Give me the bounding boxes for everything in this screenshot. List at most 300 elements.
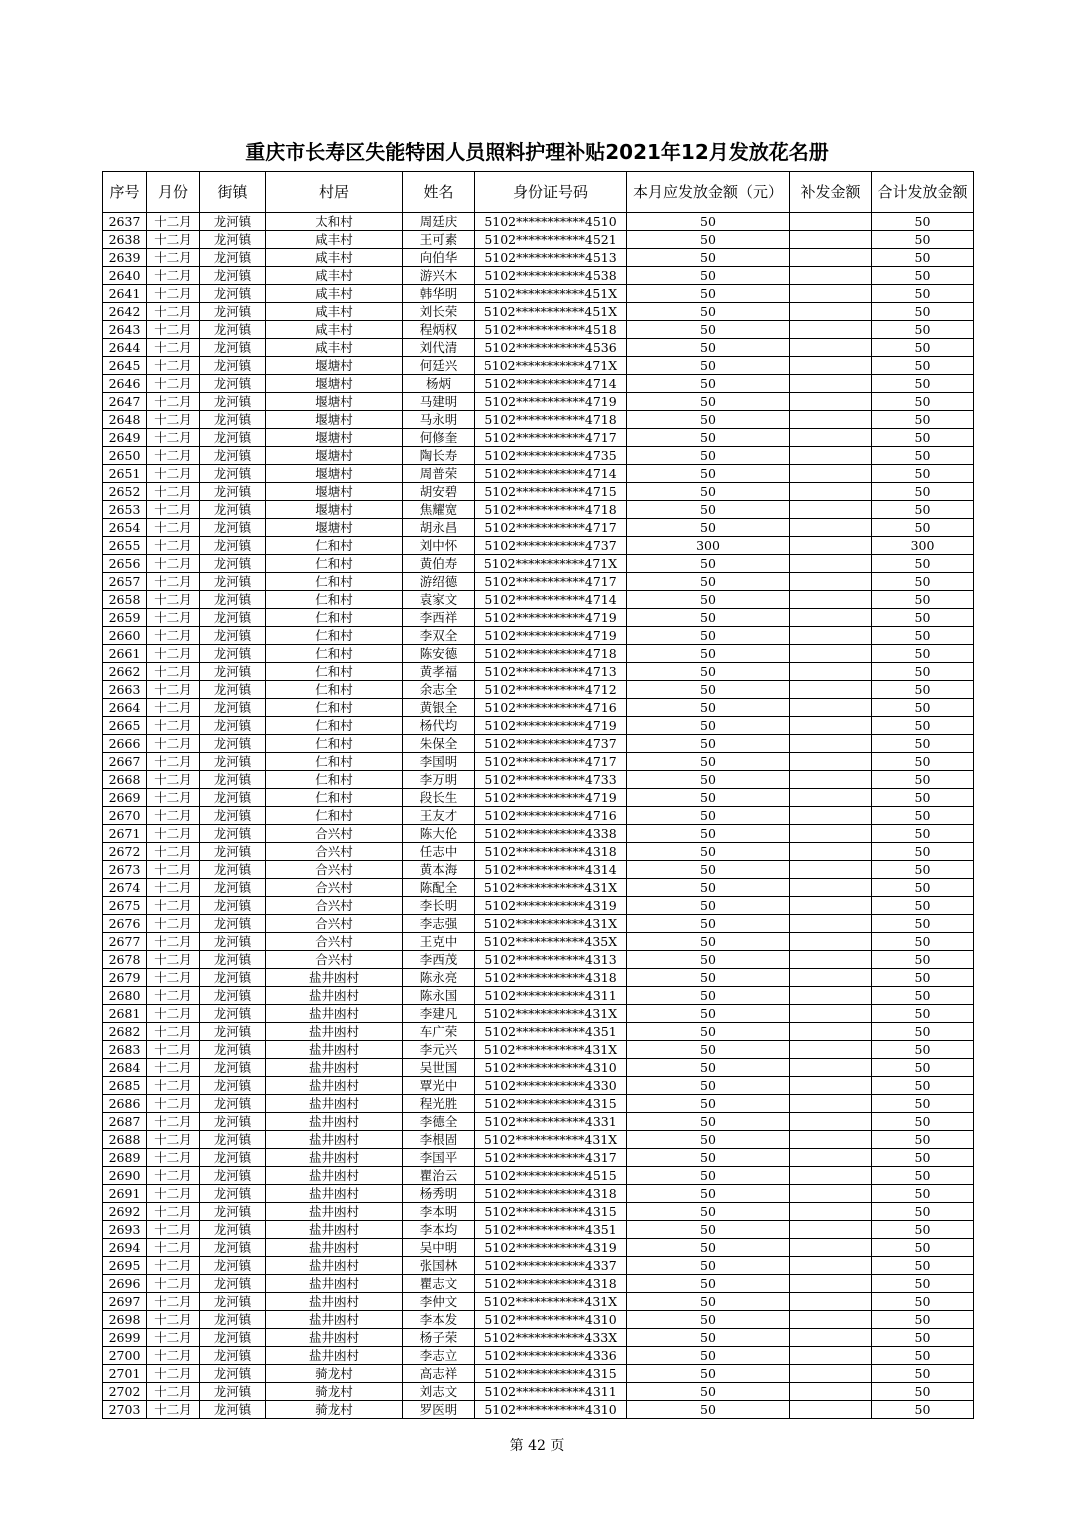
cell-amount: 50: [627, 663, 790, 681]
header-month: 月份: [147, 172, 200, 213]
cell-total: 50: [872, 879, 974, 897]
cell-street: 龙河镇: [200, 663, 266, 681]
cell-supplement: [790, 1131, 872, 1149]
cell-month: 十二月: [147, 1059, 200, 1077]
table-row: [103, 825, 974, 843]
cell-amount: 50: [627, 627, 790, 645]
cell-total: 50: [872, 861, 974, 879]
cell-id: 5102***********4718: [475, 645, 627, 663]
cell-month: 十二月: [147, 825, 200, 843]
cell-seq: 2663: [103, 681, 147, 699]
cell-seq: 2668: [103, 771, 147, 789]
cell-month: 十二月: [147, 1113, 200, 1131]
cell-name: 胡永昌: [403, 519, 475, 537]
cell-seq: 2687: [103, 1113, 147, 1131]
cell-name: 李建凡: [403, 1005, 475, 1023]
cell-amount: 50: [627, 843, 790, 861]
cell-month: 十二月: [147, 1149, 200, 1167]
cell-street: 龙河镇: [200, 771, 266, 789]
cell-month: 十二月: [147, 501, 200, 519]
cell-seq: 2699: [103, 1329, 147, 1347]
table-row: [103, 969, 974, 987]
cell-amount: 50: [627, 645, 790, 663]
cell-seq: 2698: [103, 1311, 147, 1329]
cell-id: 5102***********4718: [475, 501, 627, 519]
cell-supplement: [790, 1329, 872, 1347]
cell-street: 龙河镇: [200, 357, 266, 375]
cell-total: 50: [872, 645, 974, 663]
cell-supplement: [790, 321, 872, 339]
table-row: [103, 1239, 974, 1257]
cell-name: 王可素: [403, 231, 475, 249]
cell-name: 刘志文: [403, 1383, 475, 1401]
cell-total: 50: [872, 1113, 974, 1131]
cell-street: 龙河镇: [200, 915, 266, 933]
cell-street: 龙河镇: [200, 1221, 266, 1239]
cell-street: 龙河镇: [200, 465, 266, 483]
cell-village: 盐井凼村: [266, 1275, 403, 1293]
cell-total: 50: [872, 915, 974, 933]
cell-supplement: [790, 465, 872, 483]
cell-id: 5102***********4717: [475, 573, 627, 591]
cell-supplement: [790, 231, 872, 249]
cell-name: 李本发: [403, 1311, 475, 1329]
cell-month: 十二月: [147, 465, 200, 483]
cell-id: 5102***********4538: [475, 267, 627, 285]
cell-total: 50: [872, 213, 974, 231]
cell-month: 十二月: [147, 1311, 200, 1329]
cell-supplement: [790, 213, 872, 231]
cell-village: 盐井凼村: [266, 1077, 403, 1095]
cell-id: 5102***********4336: [475, 1347, 627, 1365]
cell-village: 仁和村: [266, 627, 403, 645]
cell-supplement: [790, 609, 872, 627]
cell-seq: 2639: [103, 249, 147, 267]
cell-id: 5102***********4737: [475, 735, 627, 753]
cell-street: 龙河镇: [200, 537, 266, 555]
header-row: [103, 172, 974, 213]
cell-total: 50: [872, 825, 974, 843]
table-row: [103, 1203, 974, 1221]
cell-total: 50: [872, 411, 974, 429]
cell-name: 李志强: [403, 915, 475, 933]
cell-month: 十二月: [147, 735, 200, 753]
cell-amount: 50: [627, 771, 790, 789]
cell-total: 50: [872, 483, 974, 501]
cell-amount: 50: [627, 1041, 790, 1059]
table-row: [103, 879, 974, 897]
cell-name: 李德全: [403, 1113, 475, 1131]
cell-total: 50: [872, 1239, 974, 1257]
cell-amount: 50: [627, 1401, 790, 1419]
cell-supplement: [790, 1149, 872, 1167]
cell-total: 50: [872, 267, 974, 285]
cell-month: 十二月: [147, 1383, 200, 1401]
table-row: [103, 1257, 974, 1275]
cell-id: 5102***********4351: [475, 1023, 627, 1041]
cell-name: 李根固: [403, 1131, 475, 1149]
cell-village: 骑龙村: [266, 1365, 403, 1383]
cell-village: 盐井凼村: [266, 987, 403, 1005]
cell-supplement: [790, 1311, 872, 1329]
cell-total: 50: [872, 951, 974, 969]
table-row: [103, 1221, 974, 1239]
cell-supplement: [790, 303, 872, 321]
table-row: [103, 1131, 974, 1149]
cell-amount: 50: [627, 1365, 790, 1383]
cell-seq: 2650: [103, 447, 147, 465]
cell-name: 王友才: [403, 807, 475, 825]
cell-month: 十二月: [147, 213, 200, 231]
cell-name: 刘长荣: [403, 303, 475, 321]
cell-village: 盐井凼村: [266, 969, 403, 987]
cell-total: 50: [872, 321, 974, 339]
cell-name: 游兴木: [403, 267, 475, 285]
cell-street: 龙河镇: [200, 1023, 266, 1041]
cell-id: 5102***********4319: [475, 897, 627, 915]
cell-village: 仁和村: [266, 555, 403, 573]
cell-supplement: [790, 645, 872, 663]
cell-name: 覃光中: [403, 1077, 475, 1095]
cell-total: 50: [872, 591, 974, 609]
cell-id: 5102***********4315: [475, 1365, 627, 1383]
cell-village: 盐井凼村: [266, 1149, 403, 1167]
cell-village: 骑龙村: [266, 1383, 403, 1401]
table-row: [103, 447, 974, 465]
cell-seq: 2682: [103, 1023, 147, 1041]
page-number: 第 42 页: [509, 1438, 565, 1454]
cell-amount: 50: [627, 861, 790, 879]
cell-name: 黄银全: [403, 699, 475, 717]
cell-total: 50: [872, 609, 974, 627]
cell-seq: 2637: [103, 213, 147, 231]
cell-total: 50: [872, 807, 974, 825]
cell-seq: 2652: [103, 483, 147, 501]
cell-supplement: [790, 663, 872, 681]
cell-amount: 50: [627, 825, 790, 843]
cell-village: 盐井凼村: [266, 1293, 403, 1311]
cell-total: 50: [872, 897, 974, 915]
table-row: [103, 429, 974, 447]
table-row: [103, 609, 974, 627]
cell-total: 50: [872, 1293, 974, 1311]
cell-street: 龙河镇: [200, 627, 266, 645]
table-row: [103, 1167, 974, 1185]
cell-street: 龙河镇: [200, 483, 266, 501]
cell-month: 十二月: [147, 609, 200, 627]
cell-amount: 50: [627, 465, 790, 483]
cell-village: 盐井凼村: [266, 1041, 403, 1059]
cell-street: 龙河镇: [200, 1383, 266, 1401]
cell-seq: 2680: [103, 987, 147, 1005]
cell-supplement: [790, 447, 872, 465]
cell-amount: 50: [627, 591, 790, 609]
cell-total: 50: [872, 1365, 974, 1383]
table-row: [103, 753, 974, 771]
cell-amount: 50: [627, 519, 790, 537]
cell-name: 焦耀宽: [403, 501, 475, 519]
cell-total: 50: [872, 771, 974, 789]
table-row: [103, 519, 974, 537]
cell-street: 龙河镇: [200, 321, 266, 339]
cell-village: 盐井凼村: [266, 1167, 403, 1185]
cell-street: 龙河镇: [200, 735, 266, 753]
cell-street: 龙河镇: [200, 789, 266, 807]
cell-amount: 50: [627, 1275, 790, 1293]
cell-supplement: [790, 1023, 872, 1041]
cell-supplement: [790, 843, 872, 861]
cell-village: 仁和村: [266, 753, 403, 771]
cell-month: 十二月: [147, 1185, 200, 1203]
cell-amount: 50: [627, 231, 790, 249]
cell-supplement: [790, 1185, 872, 1203]
cell-total: 50: [872, 447, 974, 465]
cell-supplement: [790, 825, 872, 843]
cell-amount: 50: [627, 447, 790, 465]
cell-month: 十二月: [147, 519, 200, 537]
cell-total: 50: [872, 753, 974, 771]
cell-street: 龙河镇: [200, 843, 266, 861]
table-row: [103, 537, 974, 555]
cell-month: 十二月: [147, 1005, 200, 1023]
cell-id: 5102***********4331: [475, 1113, 627, 1131]
cell-seq: 2648: [103, 411, 147, 429]
cell-seq: 2681: [103, 1005, 147, 1023]
cell-supplement: [790, 1005, 872, 1023]
table-row: [103, 915, 974, 933]
cell-amount: 50: [627, 933, 790, 951]
table-row: [103, 807, 974, 825]
cell-amount: 50: [627, 339, 790, 357]
table-row: [103, 213, 974, 231]
cell-total: 50: [872, 231, 974, 249]
cell-street: 龙河镇: [200, 1239, 266, 1257]
cell-street: 龙河镇: [200, 1311, 266, 1329]
table-row: [103, 501, 974, 519]
table-row: [103, 591, 974, 609]
cell-street: 龙河镇: [200, 1257, 266, 1275]
cell-id: 5102***********4310: [475, 1059, 627, 1077]
cell-name: 段长生: [403, 789, 475, 807]
cell-month: 十二月: [147, 843, 200, 861]
table-row: [103, 1401, 974, 1419]
table-row: [103, 1041, 974, 1059]
cell-village: 堰塘村: [266, 429, 403, 447]
cell-month: 十二月: [147, 483, 200, 501]
cell-amount: 50: [627, 1347, 790, 1365]
cell-total: 50: [872, 1203, 974, 1221]
cell-name: 任志中: [403, 843, 475, 861]
cell-supplement: [790, 267, 872, 285]
cell-seq: 2640: [103, 267, 147, 285]
cell-month: 十二月: [147, 969, 200, 987]
cell-village: 仁和村: [266, 717, 403, 735]
cell-seq: 2643: [103, 321, 147, 339]
cell-seq: 2702: [103, 1383, 147, 1401]
cell-id: 5102***********431X: [475, 1131, 627, 1149]
cell-id: 5102***********4314: [475, 861, 627, 879]
cell-id: 5102***********4714: [475, 465, 627, 483]
cell-village: 仁和村: [266, 591, 403, 609]
cell-seq: 2662: [103, 663, 147, 681]
cell-village: 堰塘村: [266, 501, 403, 519]
cell-total: 50: [872, 339, 974, 357]
table-row: [103, 861, 974, 879]
cell-amount: 50: [627, 951, 790, 969]
cell-month: 十二月: [147, 339, 200, 357]
cell-supplement: [790, 717, 872, 735]
cell-village: 盐井凼村: [266, 1257, 403, 1275]
cell-amount: 50: [627, 573, 790, 591]
table-row: [103, 1059, 974, 1077]
cell-month: 十二月: [147, 1095, 200, 1113]
table-row: [103, 411, 974, 429]
cell-village: 合兴村: [266, 933, 403, 951]
cell-total: 50: [872, 429, 974, 447]
cell-name: 高志祥: [403, 1365, 475, 1383]
cell-total: 50: [872, 573, 974, 591]
cell-id: 5102***********4717: [475, 753, 627, 771]
cell-village: 合兴村: [266, 861, 403, 879]
cell-supplement: [790, 555, 872, 573]
cell-name: 向伯华: [403, 249, 475, 267]
cell-month: 十二月: [147, 771, 200, 789]
cell-amount: 50: [627, 897, 790, 915]
cell-village: 盐井凼村: [266, 1095, 403, 1113]
table-row: [103, 1293, 974, 1311]
cell-amount: 50: [627, 555, 790, 573]
cell-village: 堰塘村: [266, 393, 403, 411]
cell-supplement: [790, 501, 872, 519]
cell-amount: 50: [627, 375, 790, 393]
cell-month: 十二月: [147, 663, 200, 681]
cell-total: 50: [872, 1275, 974, 1293]
cell-month: 十二月: [147, 717, 200, 735]
cell-street: 龙河镇: [200, 1185, 266, 1203]
cell-total: 50: [872, 375, 974, 393]
cell-id: 5102***********4735: [475, 447, 627, 465]
cell-amount: 50: [627, 987, 790, 1005]
cell-month: 十二月: [147, 429, 200, 447]
table-row: [103, 1311, 974, 1329]
cell-amount: 50: [627, 1185, 790, 1203]
cell-seq: 2644: [103, 339, 147, 357]
cell-amount: 50: [627, 969, 790, 987]
cell-id: 5102***********4719: [475, 609, 627, 627]
cell-month: 十二月: [147, 807, 200, 825]
cell-id: 5102***********4518: [475, 321, 627, 339]
cell-supplement: [790, 1059, 872, 1077]
cell-supplement: [790, 591, 872, 609]
roster-body: [103, 213, 974, 1419]
cell-village: 仁和村: [266, 699, 403, 717]
table-row: [103, 573, 974, 591]
cell-seq: 2689: [103, 1149, 147, 1167]
cell-village: 堰塘村: [266, 375, 403, 393]
cell-id: 5102***********431X: [475, 1041, 627, 1059]
table-row: [103, 789, 974, 807]
cell-amount: 50: [627, 1239, 790, 1257]
cell-amount: 50: [627, 717, 790, 735]
cell-month: 十二月: [147, 1023, 200, 1041]
cell-id: 5102***********4714: [475, 375, 627, 393]
cell-village: 堰塘村: [266, 411, 403, 429]
cell-id: 5102***********4318: [475, 843, 627, 861]
cell-street: 龙河镇: [200, 645, 266, 663]
cell-amount: 50: [627, 1221, 790, 1239]
cell-name: 黄本海: [403, 861, 475, 879]
cell-name: 袁家文: [403, 591, 475, 609]
cell-amount: 50: [627, 699, 790, 717]
cell-month: 十二月: [147, 1347, 200, 1365]
cell-seq: 2672: [103, 843, 147, 861]
cell-street: 龙河镇: [200, 1329, 266, 1347]
header-supplement: 补发金额: [790, 172, 872, 213]
cell-village: 仁和村: [266, 573, 403, 591]
cell-street: 龙河镇: [200, 1095, 266, 1113]
cell-seq: 2679: [103, 969, 147, 987]
cell-total: 50: [872, 1347, 974, 1365]
cell-month: 十二月: [147, 303, 200, 321]
cell-name: 陶长寿: [403, 447, 475, 465]
cell-supplement: [790, 879, 872, 897]
cell-village: 仁和村: [266, 681, 403, 699]
cell-seq: 2684: [103, 1059, 147, 1077]
cell-village: 咸丰村: [266, 339, 403, 357]
table-row: [103, 897, 974, 915]
cell-supplement: [790, 1239, 872, 1257]
cell-village: 咸丰村: [266, 285, 403, 303]
cell-total: 50: [872, 717, 974, 735]
cell-seq: 2670: [103, 807, 147, 825]
cell-total: 50: [872, 1329, 974, 1347]
table-row: [103, 555, 974, 573]
cell-amount: 50: [627, 1167, 790, 1185]
cell-id: 5102***********4719: [475, 627, 627, 645]
cell-month: 十二月: [147, 1329, 200, 1347]
cell-month: 十二月: [147, 1257, 200, 1275]
cell-id: 5102***********4718: [475, 411, 627, 429]
cell-name: 瞿治云: [403, 1167, 475, 1185]
cell-total: 50: [872, 393, 974, 411]
cell-id: 5102***********4716: [475, 699, 627, 717]
cell-seq: 2701: [103, 1365, 147, 1383]
cell-street: 龙河镇: [200, 501, 266, 519]
cell-total: 50: [872, 501, 974, 519]
cell-supplement: [790, 1293, 872, 1311]
cell-street: 龙河镇: [200, 825, 266, 843]
cell-seq: 2665: [103, 717, 147, 735]
cell-street: 龙河镇: [200, 231, 266, 249]
cell-id: 5102***********4719: [475, 789, 627, 807]
cell-total: 50: [872, 987, 974, 1005]
cell-seq: 2655: [103, 537, 147, 555]
cell-street: 龙河镇: [200, 1041, 266, 1059]
cell-supplement: [790, 429, 872, 447]
cell-seq: 2669: [103, 789, 147, 807]
cell-id: 5102***********433X: [475, 1329, 627, 1347]
cell-total: 50: [872, 969, 974, 987]
cell-village: 仁和村: [266, 645, 403, 663]
cell-name: 杨子荣: [403, 1329, 475, 1347]
cell-amount: 50: [627, 1113, 790, 1131]
cell-street: 龙河镇: [200, 393, 266, 411]
cell-name: 李志立: [403, 1347, 475, 1365]
cell-street: 龙河镇: [200, 1275, 266, 1293]
cell-street: 龙河镇: [200, 897, 266, 915]
cell-street: 龙河镇: [200, 303, 266, 321]
cell-supplement: [790, 285, 872, 303]
